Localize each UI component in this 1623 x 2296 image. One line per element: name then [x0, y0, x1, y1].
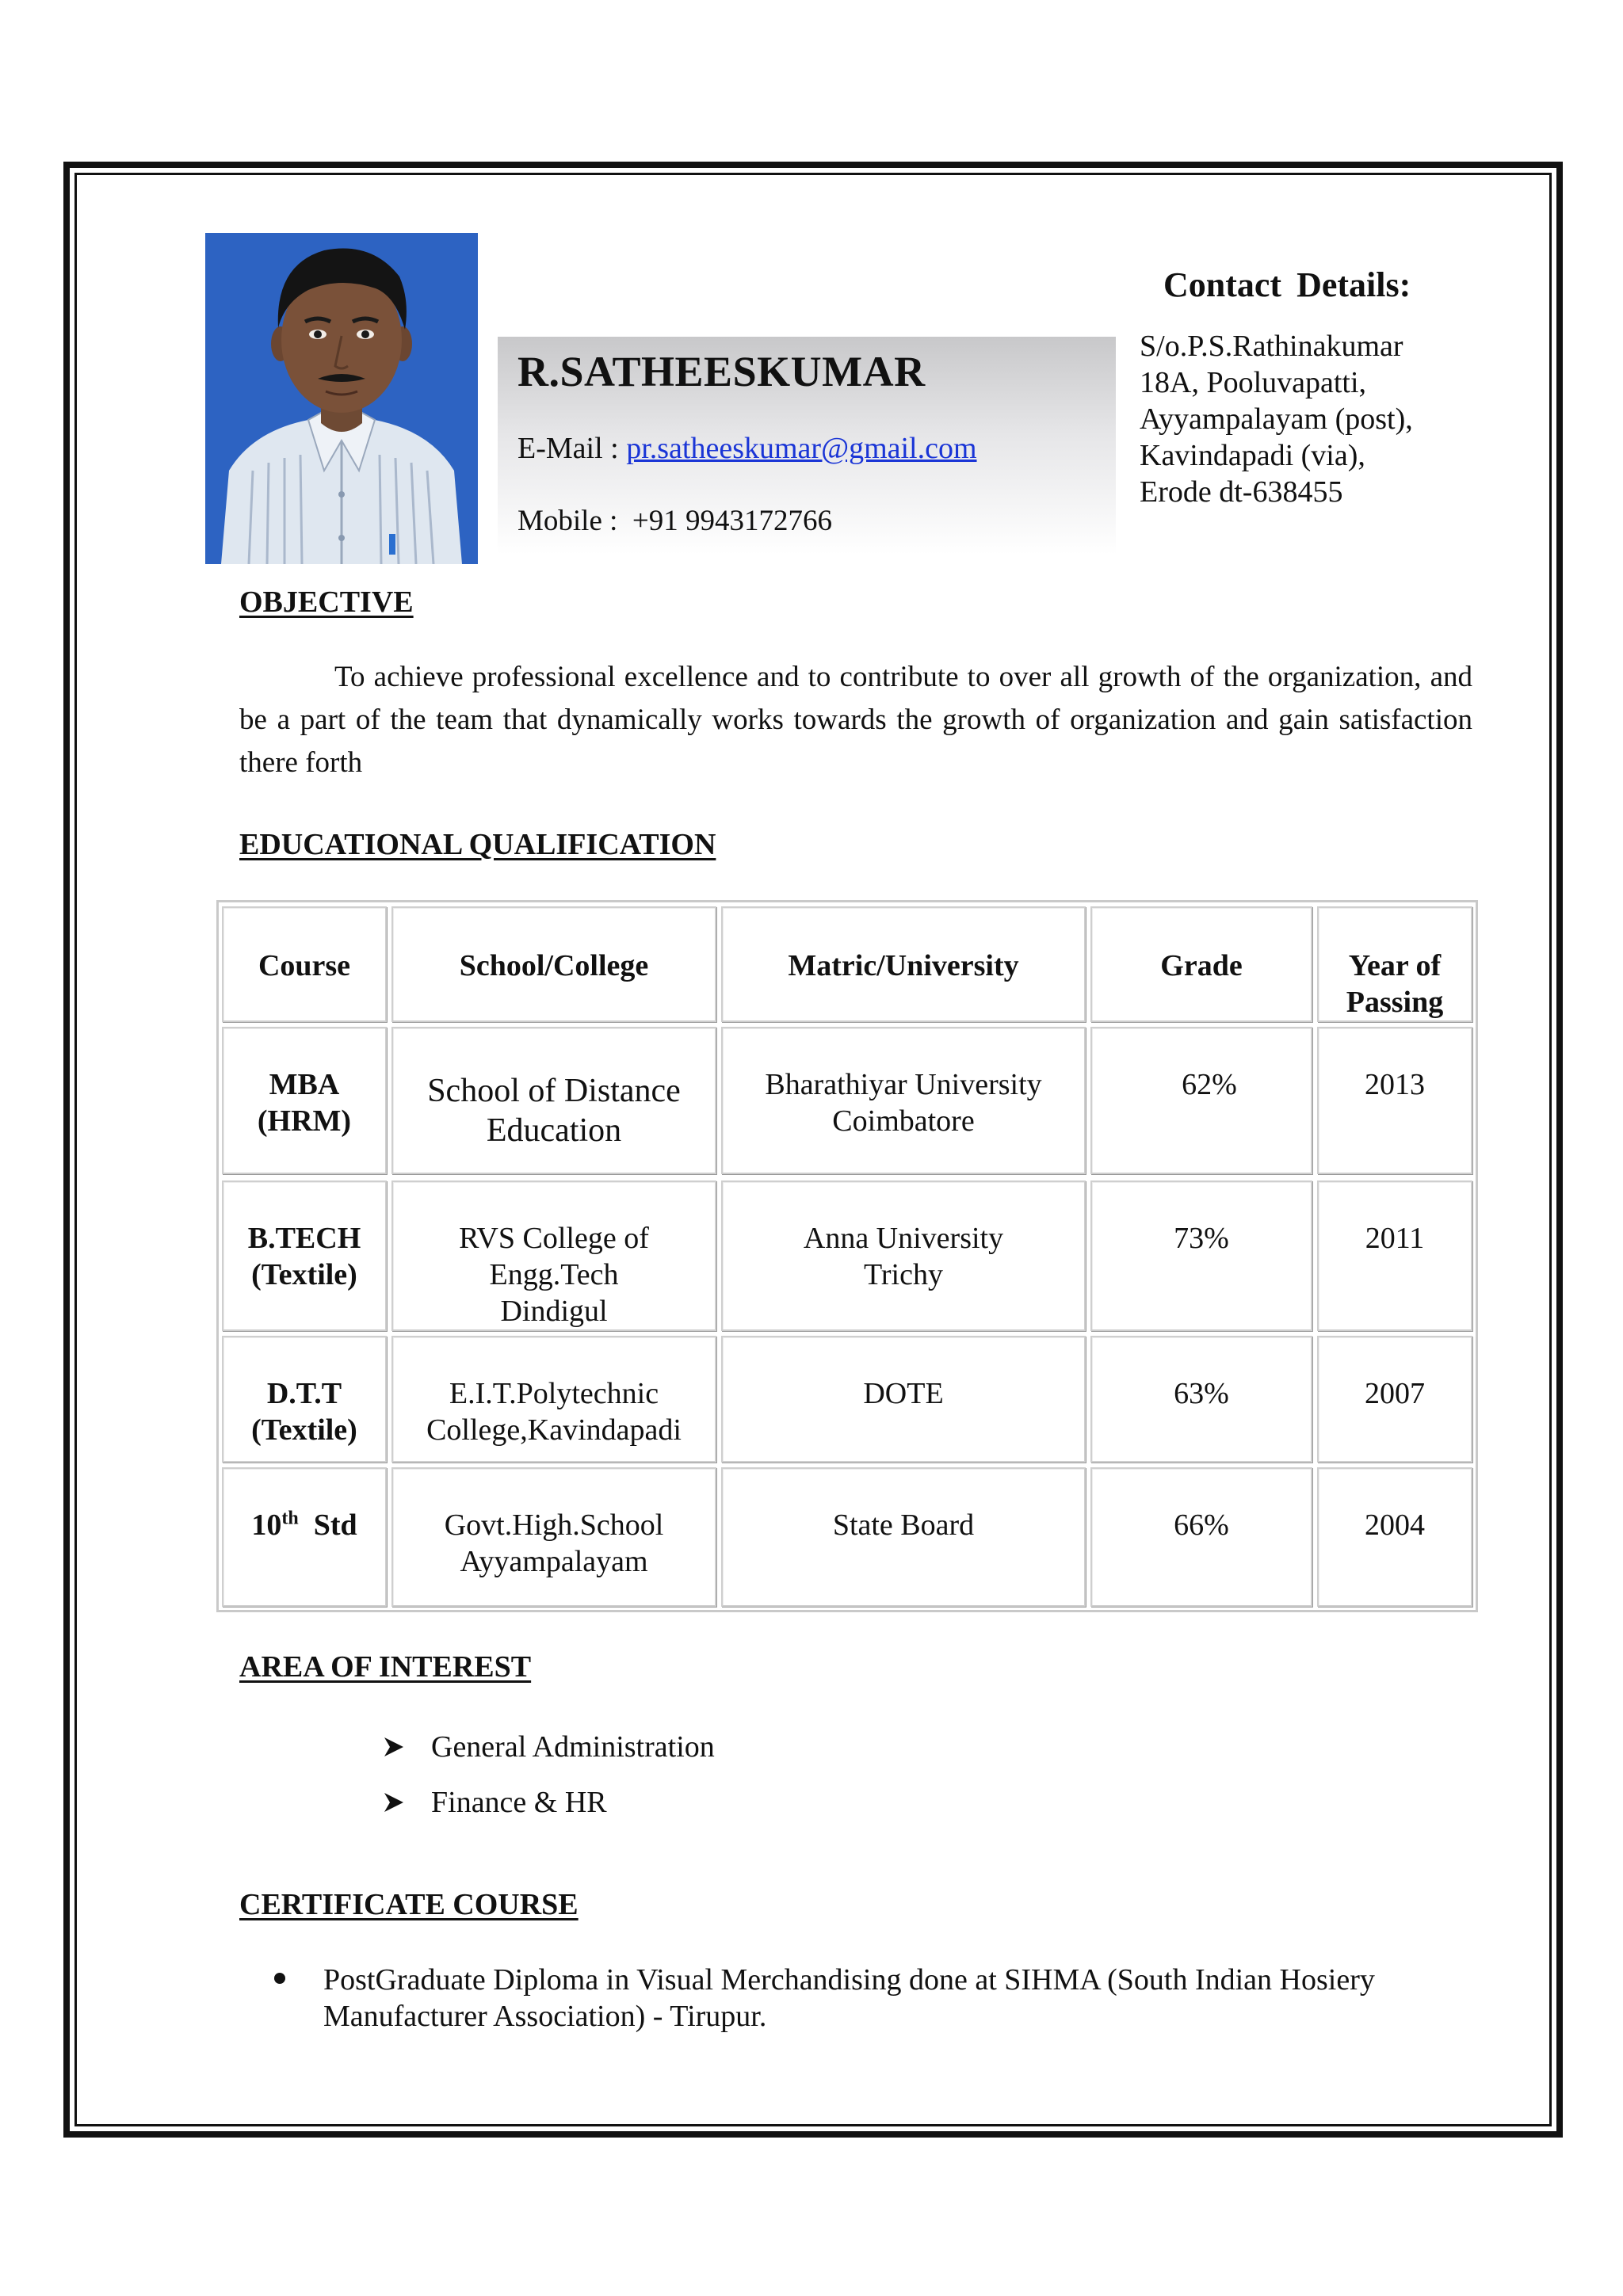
- address-line: Ayyampalayam (post),: [1140, 402, 1413, 436]
- table-cell-grade: 73%: [1090, 1180, 1312, 1331]
- mobile-line: [517, 504, 832, 538]
- table-cell-course: B.TECH (Textile): [222, 1180, 387, 1331]
- table-header-cell: School/College: [391, 906, 716, 1022]
- address-line: Kavindapadi (via),: [1140, 439, 1365, 472]
- table-cell-grade: 62%: [1090, 1027, 1312, 1174]
- education-heading: EDUCATIONAL QUALIFICATION: [239, 828, 716, 861]
- table-cell-year: 2004: [1317, 1467, 1472, 1607]
- email-link[interactable]: pr.satheeskumar@gmail.com: [626, 432, 977, 465]
- table-cell-university: Anna University Trichy: [721, 1180, 1086, 1331]
- table-cell-school: Govt.High.School Ayyampalayam: [391, 1467, 716, 1607]
- email-line: [517, 431, 977, 466]
- table-cell-school: School of Distance Education: [391, 1027, 716, 1174]
- table-cell-course: 10th Std: [222, 1467, 387, 1607]
- table-header-cell: Grade: [1090, 906, 1312, 1022]
- bullet-icon: [274, 1973, 285, 1984]
- list-item: [382, 1719, 715, 1775]
- table-cell-course: MBA (HRM): [222, 1027, 387, 1174]
- contact-address: [1140, 328, 1413, 510]
- arrow-bullet-icon: [382, 1791, 406, 1814]
- table-header-cell: Year of Passing: [1317, 906, 1472, 1022]
- certificate-heading: CERTIFICATE COURSE: [239, 1888, 579, 1921]
- table-cell-grade: 63%: [1090, 1336, 1312, 1463]
- list-item: [382, 1775, 715, 1830]
- certificate-item-text: PostGraduate Diploma in Visual Merchandising done at SIHMA (South Indian Hosiery Manufacturer Association) - Tirupur.: [323, 1963, 1375, 2033]
- interest-item-label: General Administration: [431, 1730, 715, 1764]
- arrow-bullet-icon: [382, 1735, 406, 1759]
- table-header-cell: Course: [222, 906, 387, 1022]
- table-cell-year: 2013: [1317, 1027, 1472, 1174]
- mobile-label: Mobile :: [517, 505, 618, 537]
- contact-details-title: Contact Details:: [1163, 265, 1411, 304]
- address-line: S/o.P.S.Rathinakumar: [1140, 330, 1403, 363]
- address-line: Erode dt-638455: [1140, 475, 1343, 509]
- table-cell-year: 2007: [1317, 1336, 1472, 1463]
- table-header-cell: Matric/University: [721, 906, 1086, 1022]
- table-cell-university: Bharathiyar University Coimbatore: [721, 1027, 1086, 1174]
- interest-heading: AREA OF INTEREST: [239, 1650, 532, 1684]
- profile-photo: [205, 233, 478, 564]
- interest-list: [382, 1719, 715, 1830]
- table-cell-course: D.T.T (Textile): [222, 1336, 387, 1463]
- objective-heading: OBJECTIVE: [239, 585, 414, 619]
- table-cell-school: RVS College of Engg.Tech Dindigul: [391, 1180, 716, 1331]
- table-cell-school: E.I.T.Polytechnic College,Kavindapadi: [391, 1336, 716, 1463]
- table-cell-grade: 66%: [1090, 1467, 1312, 1607]
- table-cell-year: 2011: [1317, 1180, 1472, 1331]
- email-label: E-Mail :: [517, 432, 619, 465]
- table-cell-university: State Board: [721, 1467, 1086, 1607]
- mobile-number: +91 9943172766: [632, 505, 833, 537]
- objective-text: To achieve professional excellence and to contribute to over all growth of the organization, and be a part of the team that dynamically works towards the growth of organization and gain satisfaction there forth: [239, 661, 1472, 779]
- interest-item-label: Finance & HR: [431, 1786, 607, 1819]
- candidate-name: R.SATHEESKUMAR: [517, 348, 926, 395]
- address-line: 18A, Pooluvapatti,: [1140, 366, 1367, 399]
- table-cell-university: DOTE: [721, 1336, 1086, 1463]
